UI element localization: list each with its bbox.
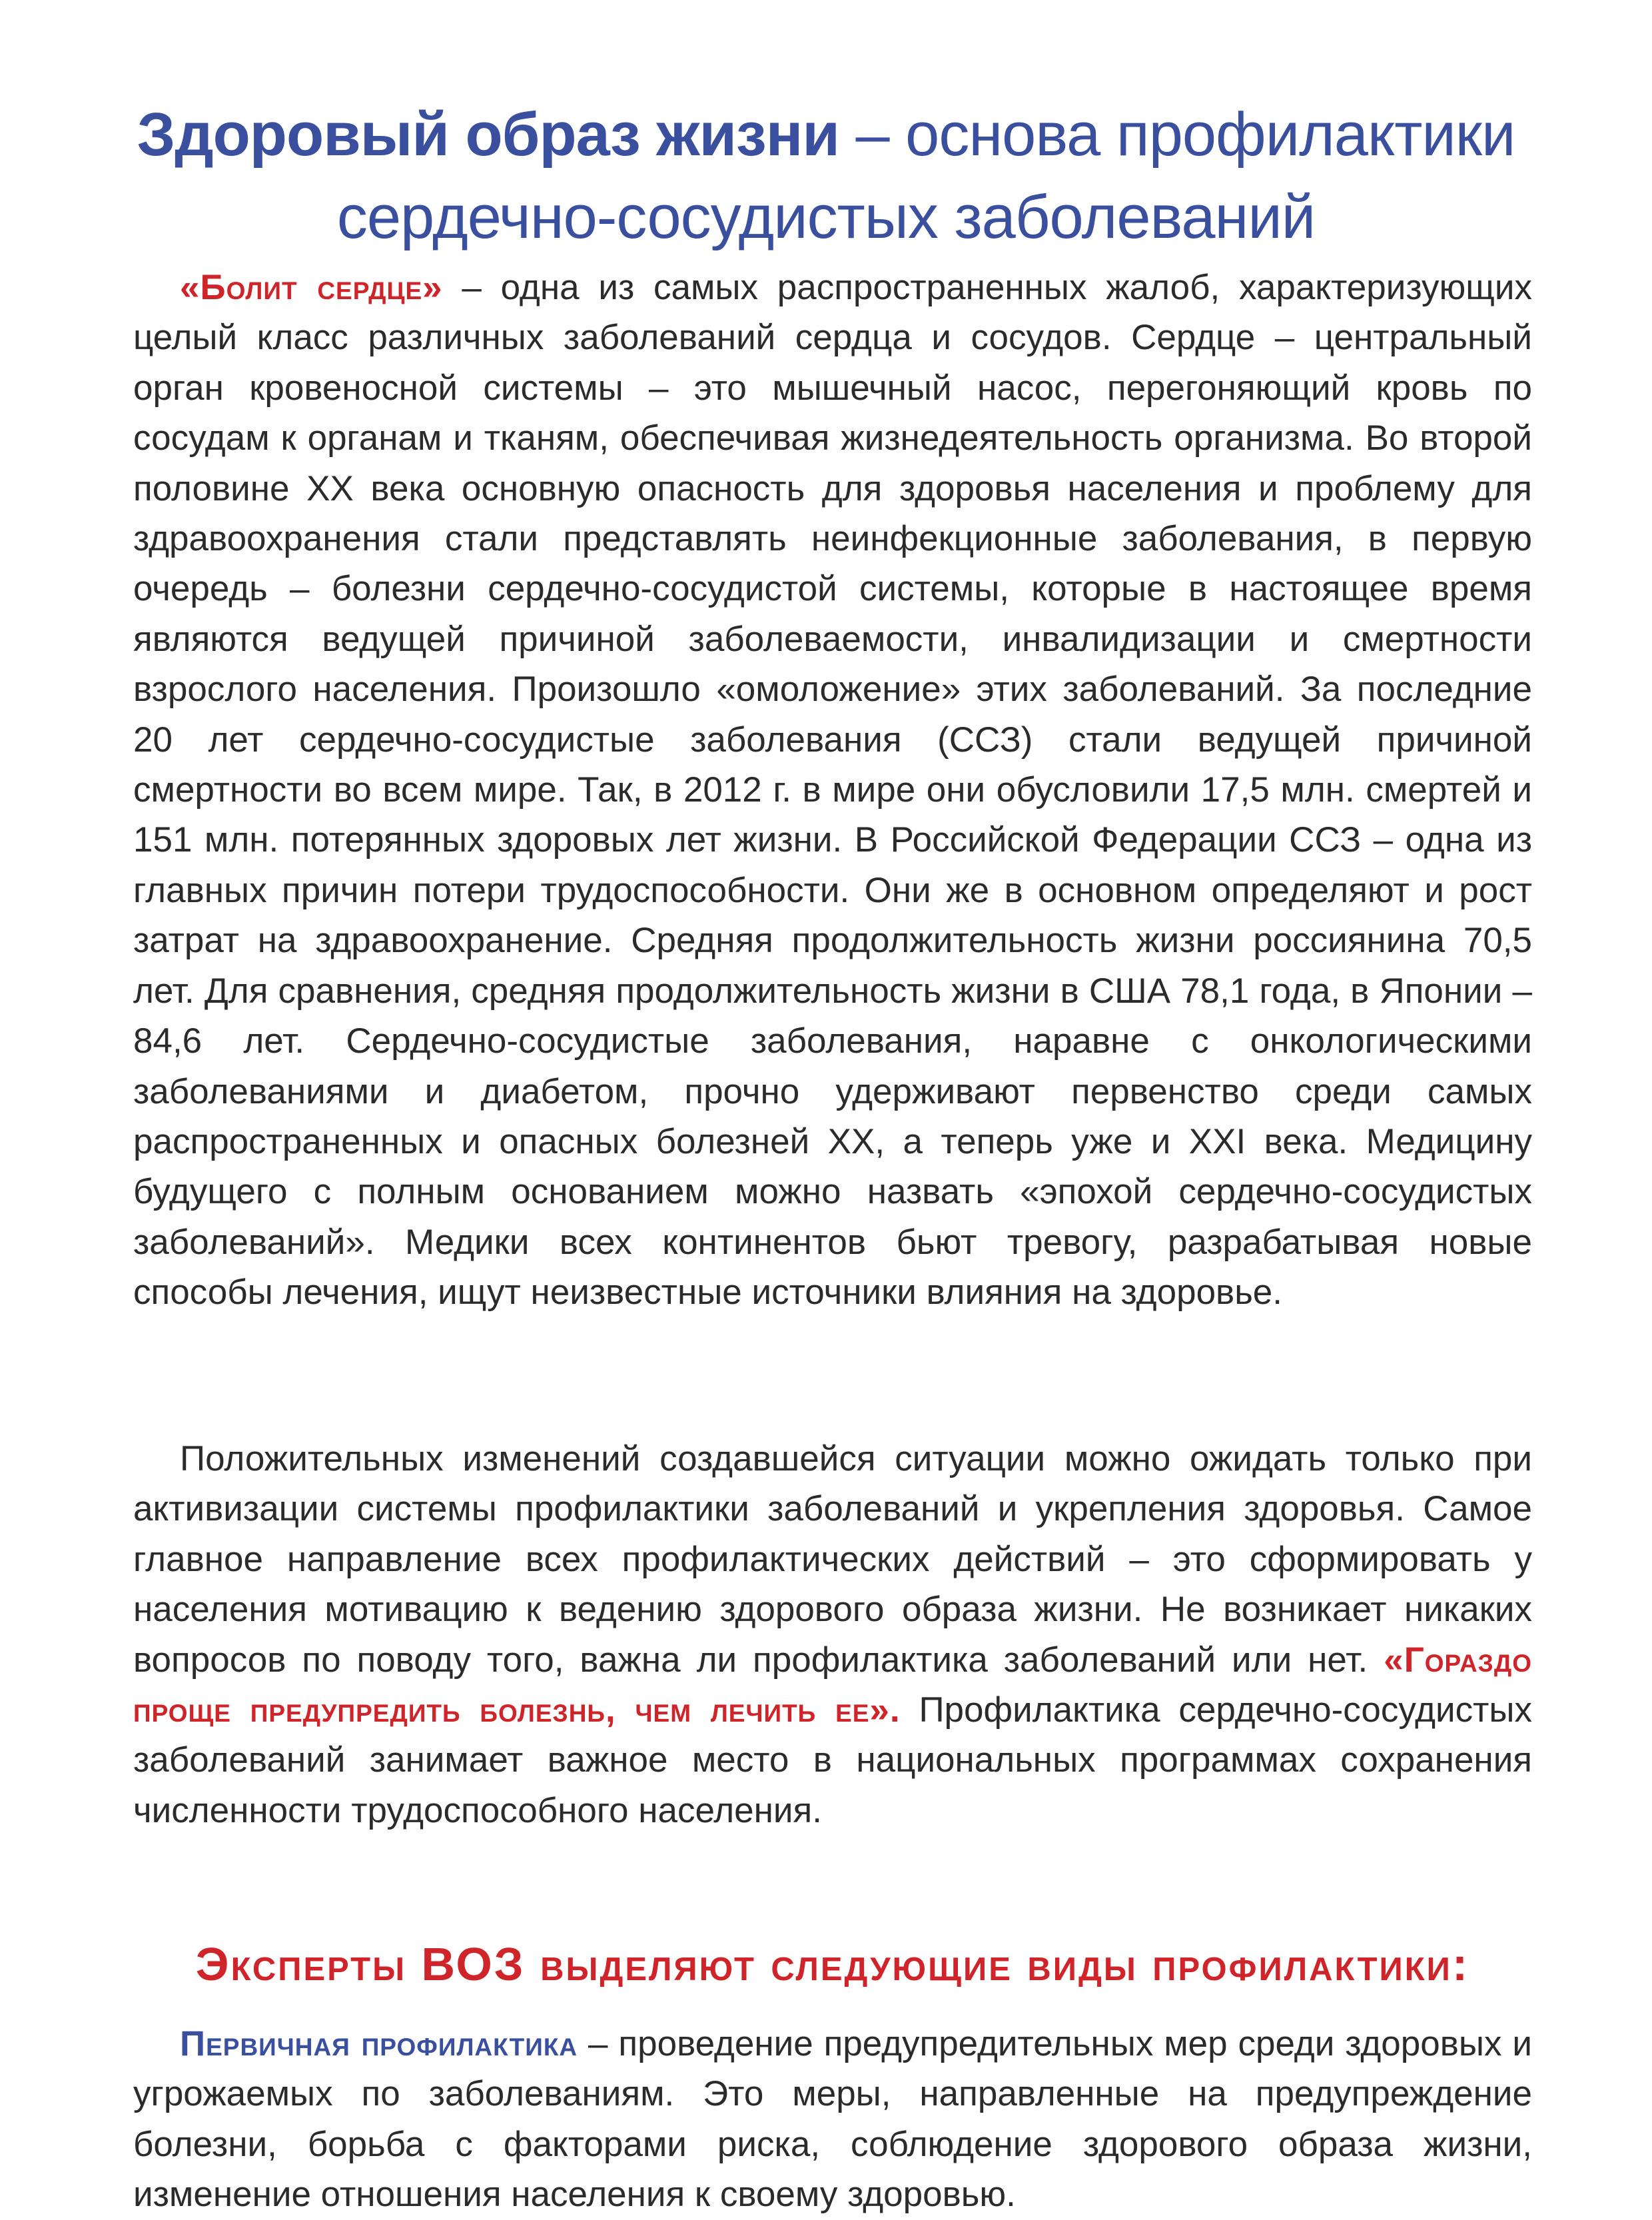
primary-prevention-lead: Первичная профилактика: [180, 2024, 578, 2063]
primary-prevention-block: [133, 2019, 1532, 2220]
intro-paragraph: [133, 263, 1532, 1318]
title-bold-part: Здоровый образ жизни: [137, 100, 839, 169]
prevention-text-start: Положительных изменений создавшейся ситуации можно ожидать только при активизации системы профилактики заболеваний и укрепления здоровья. Самое главное направление всех профилактических действий – это сформировать у населения мотивацию к ведению здорового образа жизни. Не возникает никаких вопросов по поводу того, важна ли профилактика заболеваний или нет.: [133, 1439, 1532, 1680]
primary-prevention-paragraph: [133, 2019, 1532, 2220]
intro-lead-phrase: «Болит сердце»: [180, 268, 443, 307]
prevention-paragraph-block: [133, 1434, 1532, 1836]
primary-prevention-text: – проведение предупредительных мер среди здоровых и угрожаемых по заболеваниям. Это меры, направленные на предупреждение болезни, борьба с факторами риска, соблюдение здорового образа жизни, изменение отношения населения к своему здоровью.: [133, 2024, 1532, 2215]
who-section-heading: Эксперты ВОЗ выделяют следующие виды профилактики:: [195, 1938, 1470, 1991]
prevention-paragraph: [133, 1434, 1532, 1836]
page-title: [100, 93, 1552, 259]
intro-paragraph-block: [133, 263, 1532, 1318]
intro-paragraph-text: – одна из самых распространенных жалоб, характеризующих целый класс различных заболеваний сердца и сосудов. Сердце – центральный орган кровеносной системы – это мышечный насос, перегоняющий кровь по сосудам к органам и тканям, обеспечивая жизнедеятельность организма. Во второй половине XX века основную опасность для здоровья населения и проблему для здравоохранения стали представлять неинфекционные заболевания, в первую очередь – болезни сердечно-сосудистой системы, которые в настоящее время являются ведущей причиной заболеваемости, инвалидизации и смертности взрослого населения. Произошло «омоложение» этих заболеваний. За последние 20 лет сердечно-сосудистые заболевания (ССЗ) стали ведущей причиной смертности во всем мире. Так, в 2012 г. в мире они обусловили 17,5 млн. смертей и 151 млн. потерянных здоровых лет жизни. В Российской Федерации ССЗ – одна из главных причин потери трудоспособности. Они же в основном определяют и рост затрат на здравоохранение. Средняя продолжительность жизни россиянина 70,5 лет. Для сравнения, средняя продолжительность жизни в США 78,1 года, в Японии – 84,6 лет. Сердечно-сосудистые заболевания, наравне с онкологическими заболеваниями и диабетом, прочно удерживают первенство среди самых распространенных и опасных болезней XX, а теперь уже и XXI века. Медицину будущего с полным основанием можно назвать «эпохой сердечно-сосудистых заболеваний». Медики всех континентов бьют тревогу, разрабатывая новые способы лечения, ищут неизвестные источники влияния на здоровье.: [133, 268, 1532, 1313]
prevention-text-end: Профилактика сердечно-сосудистых заболеваний занимает важное место в национальных программах сохранения численности трудоспособного населения.: [133, 1690, 1532, 1830]
title-light-part: – основа профилактики сердечно-сосудистых заболеваний: [336, 100, 1515, 251]
prevention-quote: «Гораздо проще предупредить болезнь, чем лечить ее».: [133, 1640, 1532, 1730]
